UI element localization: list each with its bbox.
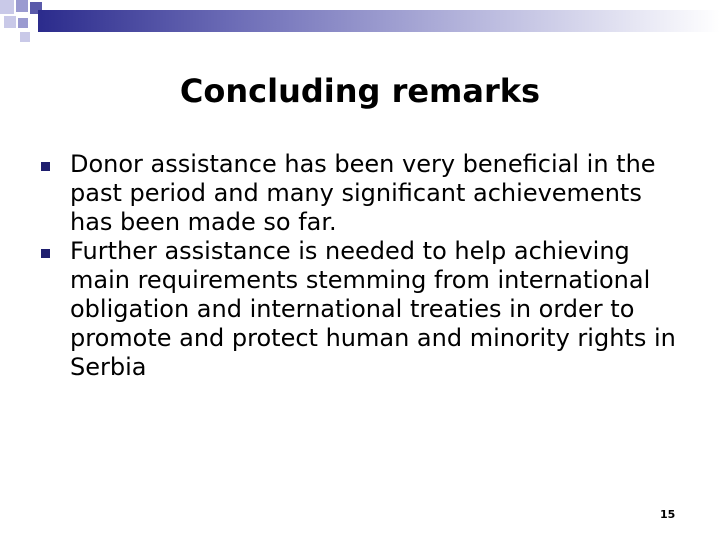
- decorative-square: [16, 0, 28, 12]
- square-bullet-icon: [41, 162, 50, 171]
- bullet-list: [36, 150, 676, 382]
- header-gradient-bar: [38, 10, 720, 32]
- bullet-text: Donor assistance has been very beneficial in the past period and many significant achievements has been made so far.: [70, 150, 656, 236]
- page-number: 15: [660, 508, 676, 521]
- bullet-item: [36, 237, 676, 382]
- decorative-square: [20, 32, 30, 42]
- decorative-square: [18, 18, 28, 28]
- bullet-text: Further assistance is needed to help achieving main requirements stemming from international obligation and international treaties in order to promote and protect human and minority rights in Serbia: [70, 237, 676, 381]
- decorative-square: [4, 16, 16, 28]
- decorative-square: [0, 0, 14, 14]
- bullet-item: [36, 150, 676, 237]
- square-bullet-icon: [41, 249, 50, 258]
- slide-title: Concluding remarks: [179, 72, 541, 110]
